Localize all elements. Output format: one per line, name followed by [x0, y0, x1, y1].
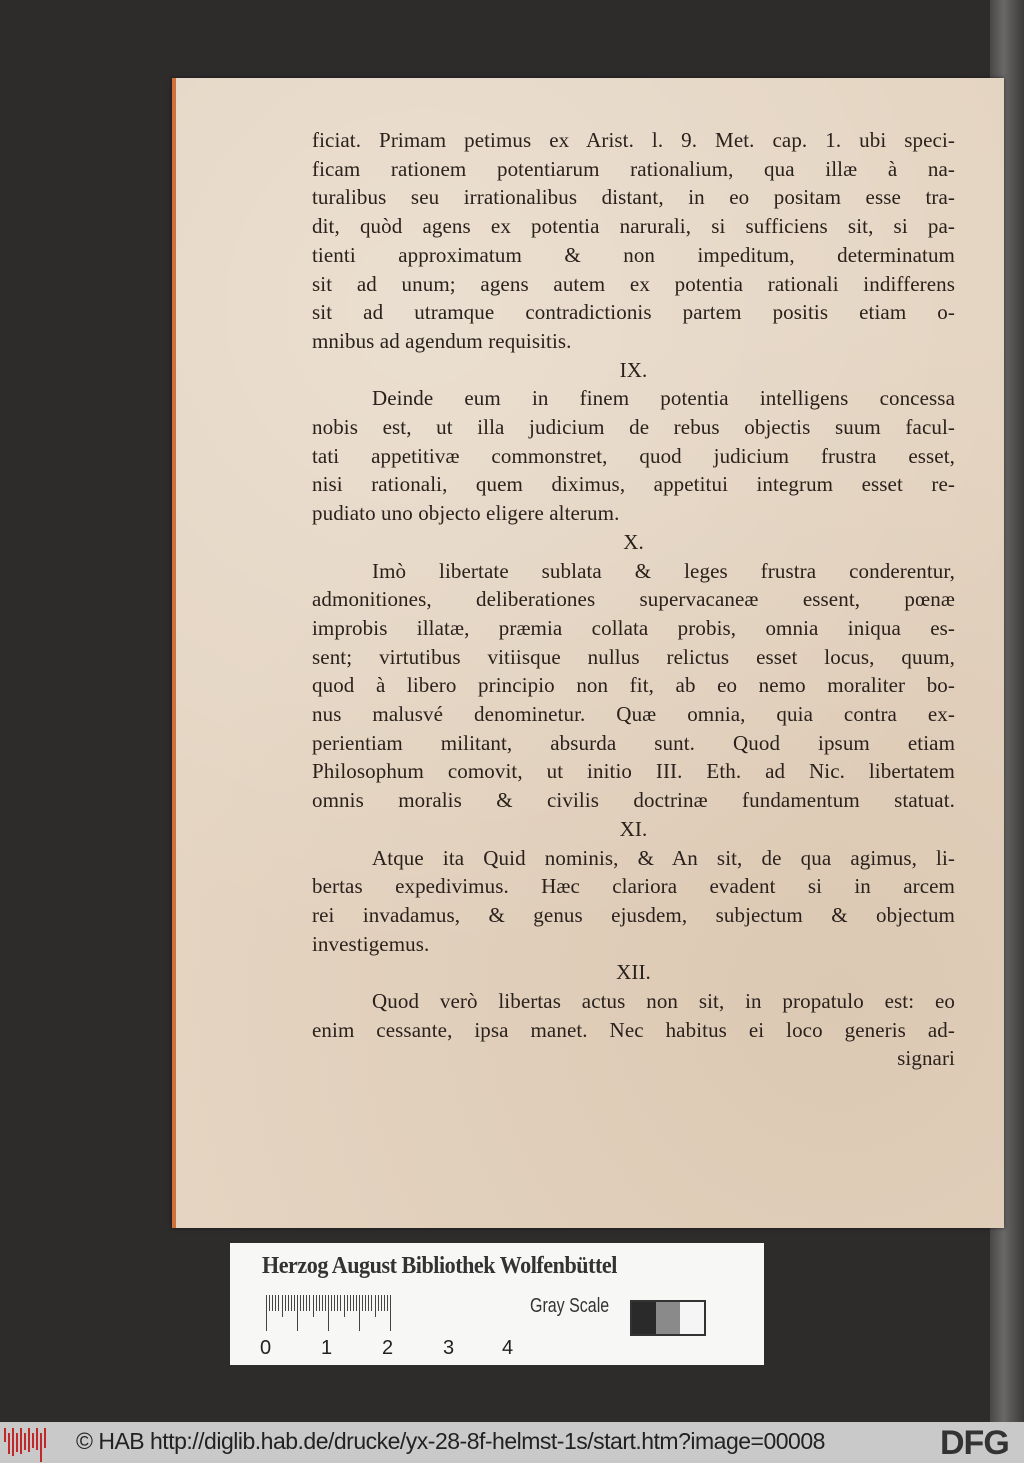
ruler-number: 2 [382, 1337, 394, 1359]
text-line: ficiat. Primam petimus ex Arist. l. 9. Met. cap. 1. ubi speci- [312, 128, 955, 152]
text-line: rei invadamus, & genus ejusdem, subjectum & objectum [312, 902, 955, 927]
text-line: Deinde eum in finem potentia intelligens concessa [372, 386, 955, 411]
ruler-tick [272, 1295, 273, 1311]
section-heading: XI. [619, 816, 648, 841]
section-heading: X. [623, 529, 644, 554]
ruler-number: 3 [443, 1337, 455, 1359]
ruler-tick [347, 1295, 348, 1311]
ruler-tick [325, 1295, 326, 1311]
text-line: nisi rationali, quem diximus, appetitui integrum esset re- [312, 472, 955, 497]
ruler-number: 0 [260, 1337, 272, 1359]
text-line: omnis moralis & civilis doctrinæ fundamentum statuat. [312, 788, 955, 813]
ruler-tick [344, 1295, 345, 1317]
library-name: Herzog August Bibliothek Wolfenbüttel [262, 1253, 617, 1279]
text-line: sit ad utramque contradictionis partem positis etiam o- [312, 300, 955, 325]
ruler-tick [350, 1295, 351, 1311]
text-line: Philosophum comovit, ut initio III. Eth. ad Nic. libertatem [312, 759, 955, 784]
ruler-tick [306, 1295, 307, 1311]
text-line: quod à libero principio non fit, ab eo nemo moraliter bo- [312, 673, 955, 698]
ruler-tick [316, 1295, 317, 1311]
ruler-number: 4 [502, 1337, 514, 1359]
ruler-tick [275, 1295, 276, 1311]
ruler-tick [356, 1295, 357, 1311]
footer-bar [0, 1422, 1024, 1463]
ruler-tick [282, 1295, 283, 1317]
text-line: Quod verò libertas actus non sit, in propatulo est: eo [372, 989, 955, 1013]
text-line: dit, quòd agens ex potentia narurali, si sufficiens sit, si pa- [312, 214, 955, 239]
copyright-url[interactable]: © HAB http://diglib.hab.de/drucke/yx-28-8f-helmst-1s/start.htm?image=00008 [76, 1428, 825, 1454]
text-line: enim cessante, ipsa manet. Nec habitus ei loco generis ad- [312, 1017, 955, 1042]
text-line: nus malusvé denominetur. Quæ omnia, quia contra ex- [312, 702, 955, 726]
gray-swatch-cell [632, 1302, 656, 1334]
ruler-tick [384, 1295, 385, 1311]
ruler-tick [387, 1295, 388, 1311]
gray-swatch-cell [656, 1302, 680, 1334]
gray-scale-swatch [630, 1300, 706, 1336]
text-line: signari [897, 1046, 955, 1071]
text-line: improbis illatæ, præmia collata probis, omnia iniqua es- [312, 615, 955, 640]
text-line: perientiam militant, absurda sunt. Quod ipsum etiam [312, 730, 955, 755]
text-line: nobis est, ut illa judicium de rebus objectis suum facul- [312, 415, 955, 439]
ruler-tick [322, 1295, 323, 1311]
text-line: ficam rationem potentiarum rationalium, qua illæ à na- [312, 156, 955, 181]
text-line: bertas expedivimus. Hæc clariora evadent si in arcem [312, 874, 955, 899]
ruler-tick [353, 1295, 354, 1311]
text-line: Imò libertate sublata & leges frustra conderentur, [372, 558, 955, 583]
gray-scale-label: Gray Scale [530, 1295, 610, 1317]
section-heading: XII. [616, 960, 651, 985]
text-line: sit ad unum; agens autem ex potentia rationali indifferens [312, 271, 955, 296]
ruler-scale [266, 1295, 392, 1331]
text-line: admonitiones, deliberationes supervacaneæ essent, pœnæ [312, 587, 955, 612]
ruler-tick [319, 1295, 320, 1311]
ruler-tick [371, 1295, 372, 1311]
text-line: mnibus ad agendum requisitis. [312, 328, 572, 353]
ruler-number: 1 [321, 1337, 333, 1359]
ruler-tick [278, 1295, 279, 1311]
ruler-tick [340, 1295, 341, 1311]
ruler-tick [331, 1295, 332, 1311]
library-color-chart [230, 1243, 764, 1365]
text-line: Atque ita Quid nominis, & An sit, de qua agimus, li- [372, 845, 955, 870]
text-line: turalibus seu irrationalibus distant, in eo positam esse tra- [312, 185, 955, 210]
ruler-tick [291, 1295, 292, 1311]
dfg-logo: DFG [940, 1424, 1009, 1462]
ruler-tick [337, 1295, 338, 1311]
hab-logo-icon [4, 1428, 48, 1458]
ruler-tick [309, 1295, 310, 1311]
ruler-tick [334, 1295, 335, 1311]
ruler-tick [368, 1295, 369, 1311]
text-line: pudiato uno objecto eligere alterum. [312, 501, 620, 526]
gray-swatch-cell [680, 1302, 704, 1334]
ruler-tick [303, 1295, 304, 1311]
ruler-tick [300, 1295, 301, 1311]
ruler-tick [375, 1295, 376, 1317]
ruler-tick [288, 1295, 289, 1311]
ruler-tick [381, 1295, 382, 1311]
ruler-tick [390, 1295, 391, 1331]
ruler-tick [359, 1295, 360, 1331]
ruler-tick [285, 1295, 286, 1311]
text-line: tienti approximatum & non impeditum, determinatum [312, 242, 955, 267]
ruler-tick [362, 1295, 363, 1311]
ruler-tick [313, 1295, 314, 1317]
ruler-tick [328, 1295, 329, 1331]
text-line: tati appetitivæ commonstret, quod judicium frustra esset, [312, 443, 955, 468]
ruler-tick [266, 1295, 267, 1331]
ruler-tick [378, 1295, 379, 1311]
ruler-tick [297, 1295, 298, 1331]
text-line: investigemus. [312, 931, 430, 956]
ruler-tick [365, 1295, 366, 1311]
ruler-tick [269, 1295, 270, 1311]
ruler-tick [294, 1295, 295, 1311]
text-line: sent; virtutibus vitiisque nullus relictus esset locus, quum, [312, 644, 955, 669]
section-heading: IX. [619, 357, 648, 382]
